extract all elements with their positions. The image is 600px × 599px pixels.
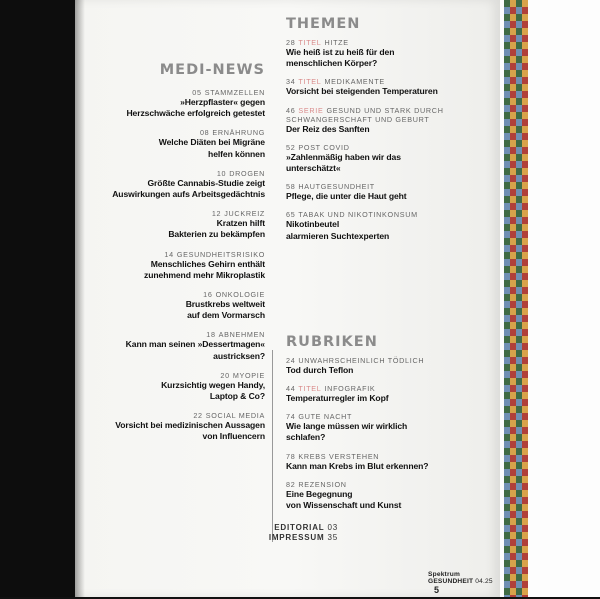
toc-headline: »Zahlenmäßig haben wir das unterschätzt«: [286, 151, 401, 174]
toc-entry[interactable]: [93, 209, 265, 240]
toc-headline: Welche Diäten bei Migräne helfen können: [158, 137, 265, 159]
toc-headline: Kurzsichtig wegen Handy, Laptop & Co?: [161, 379, 265, 402]
toc-entry[interactable]: [286, 143, 486, 174]
issue-number: 04.25: [475, 578, 493, 585]
magazine-page: [75, 0, 500, 597]
themen-column: [286, 16, 486, 519]
toc-category: 28 TITEL HITZE: [286, 38, 349, 47]
toc-entry[interactable]: [93, 290, 265, 321]
toc-headline: Kratzen hilft Bakterien zu bekämpfen: [168, 218, 265, 240]
toc-category: 34 TITEL MEDIKAMENTE: [286, 77, 385, 87]
toc-category: 24 UNWAHRSCHEINLICH TÖDLICH: [286, 355, 425, 365]
toc-entry[interactable]: [93, 371, 265, 402]
toc-entry[interactable]: [286, 77, 486, 97]
page-number: 5: [434, 585, 440, 595]
toc-category: 44 TITEL INFOGRAFIK: [286, 384, 376, 394]
toc-headline: Menschliches Gehirn enthält zunehmend mehr Mikroplastik: [144, 258, 265, 280]
toc-category: 18 ABNEHMEN: [206, 330, 265, 340]
woven-pattern-strip: [504, 0, 528, 599]
book-spine-shadow: [0, 0, 75, 599]
toc-headline: Temperaturregler im Kopf: [286, 393, 389, 404]
toc-entry[interactable]: [286, 452, 486, 472]
toc-headline: Tod durch Teflon: [286, 364, 354, 375]
page-folio: [428, 571, 500, 595]
toc-entry[interactable]: [286, 480, 486, 511]
toc-category: 08 ERNÄHRUNG: [199, 128, 265, 138]
toc-category: 20 MYOPIE: [220, 370, 265, 380]
toc-category: 52 POST COVID: [286, 142, 350, 152]
toc-entry[interactable]: [93, 169, 265, 200]
magazine-name: Spektrum GESUNDHEIT: [428, 571, 474, 585]
editorial-line[interactable]: EDITORIAL 03: [274, 523, 338, 532]
toc-entry[interactable]: [93, 330, 265, 361]
toc-headline: Brustkrebs weltweit auf dem Vormarsch: [185, 299, 265, 321]
toc-category: 82 REZENSION: [286, 479, 347, 489]
toc-entry[interactable]: [286, 38, 486, 69]
toc-category: 16 ONKOLOGIE: [203, 290, 265, 300]
toc-entry[interactable]: [286, 384, 486, 404]
toc-category: 22 SOCIAL MEDIA: [193, 411, 265, 421]
page-fold-shadow: [75, 0, 85, 597]
toc-headline: Wie heiß ist zu heiß für den menschlichen Körper?: [286, 47, 395, 69]
toc-entry[interactable]: [286, 356, 486, 376]
toc-category: 74 GUTE NACHT: [286, 412, 353, 422]
medi-news-column: [93, 62, 265, 452]
toc-entry[interactable]: [286, 182, 486, 202]
toc-headline: Wie lange müssen wir wirklich schlafen?: [286, 421, 408, 443]
toc-entry[interactable]: [93, 88, 265, 119]
toc-headline: Vorsicht bei medizinischen Aussagen von Influencern: [115, 420, 265, 442]
toc-category: 58 HAUTGESUNDHEIT: [286, 182, 375, 192]
toc-headline: Kann man Krebs im Blut erkennen?: [286, 460, 429, 471]
medi-news-title: MEDI-NEWS: [159, 62, 265, 78]
toc-entry[interactable]: [93, 128, 265, 159]
toc-headline: Eine Begegnung von Wissenschaft und Kunst: [286, 488, 402, 511]
toc-category: 10 DROGEN: [216, 168, 265, 178]
toc-headline: Kann man seinen »Dessertmagen« austricksen?: [125, 339, 265, 361]
toc-headline: Nikotinbeutel alarmieren Suchtexperten: [286, 219, 390, 241]
impressum-line[interactable]: IMPRESSUM 35: [268, 533, 338, 542]
toc-category: 78 KREBS VERSTEHEN: [286, 451, 380, 461]
toc-entry[interactable]: [286, 106, 486, 135]
toc-category: 14 GESUNDHEITSRISIKO: [164, 249, 265, 259]
toc-entry[interactable]: [286, 210, 486, 241]
editorial-impressum-block: [193, 523, 338, 543]
toc-category: 05 STAMMZELLEN: [192, 88, 265, 97]
toc-entry[interactable]: [93, 250, 265, 281]
themen-title: THEMEN: [286, 16, 361, 32]
toc-headline: Der Reiz des Sanften: [286, 123, 370, 134]
toc-headline: Größte Cannabis-Studie zeigt Auswirkungen aufs Arbeitsgedächtnis: [112, 177, 265, 200]
toc-entry[interactable]: [93, 411, 265, 442]
toc-headline: »Herzpflaster« gegen Herzschwäche erfolgreich getestet: [126, 97, 265, 119]
column-divider: [272, 350, 273, 542]
toc-entry[interactable]: [286, 412, 486, 443]
toc-category: 12 JUCKREIZ: [211, 209, 265, 219]
rubriken-title: RUBRIKEN: [286, 333, 378, 350]
patterned-tablecloth: [500, 0, 600, 599]
toc-category: 46 SERIE GESUND UND STARK DURCH SCHWANGERSCHAFT UND GEBURT: [286, 105, 444, 124]
toc-category: 65 TABAK UND NIKOTINKONSUM: [286, 210, 418, 220]
toc-headline: Pflege, die unter die Haut geht: [286, 191, 407, 202]
toc-headline: Vorsicht bei steigenden Temperaturen: [286, 86, 438, 97]
